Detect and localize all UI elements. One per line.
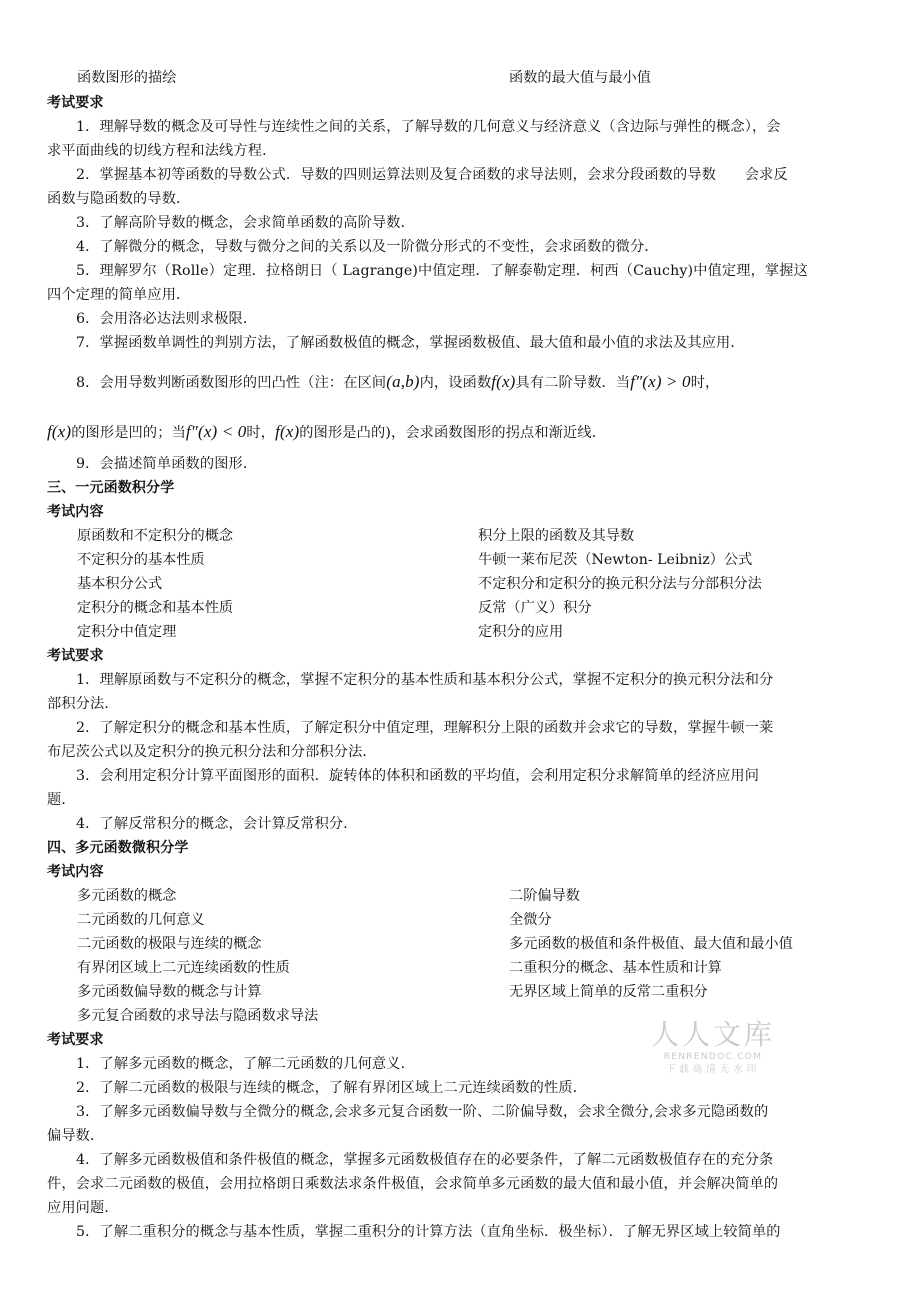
sec3-content-item: 定积分中值定理 <box>77 624 177 640</box>
section-3-req-heading: 考试要求 <box>47 648 104 664</box>
req-paragraph-line: 布尼茨公式以及定积分的换元积分法和分部积分法． <box>47 744 377 760</box>
exam-requirements-heading: 考试要求 <box>47 95 104 111</box>
sec4-content-item: 多元函数的概念 <box>77 888 177 904</box>
req-paragraph-line: 5．了解二重积分的概念与基本性质，掌握二重积分的计算方法（直角坐标．极坐标）．了解无界区域上较简单的 <box>76 1224 781 1240</box>
req-paragraph-line: 1．理解原函数与不定积分的概念，掌握不定积分的基本性质和基本积分公式，掌握不定积分的换元积分法和分 <box>76 672 774 688</box>
math-fx: f(x) <box>275 422 300 441</box>
watermark-slogan: 下载高清无水印 <box>665 1064 761 1075</box>
req-paragraph-line: 3．了解高阶导数的概念，会求简单函数的高阶导数． <box>76 215 415 231</box>
sec4-content-item: 多元复合函数的求导法与隐函数求导法 <box>77 1008 319 1024</box>
req-paragraph-line: 四个定理的简单应用． <box>47 287 191 303</box>
sec3-content-item: 积分上限的函数及其导数 <box>478 528 635 544</box>
req-paragraph-line: 1．了解多元函数的概念，了解二元函数的几何意义． <box>76 1056 415 1072</box>
section-4-req-heading: 考试要求 <box>47 1032 104 1048</box>
sec4-content-item: 有界闭区域上二元连续函数的性质 <box>77 960 290 976</box>
section-3-content-heading: 考试内容 <box>47 504 104 520</box>
section-4-content-heading: 考试内容 <box>47 864 104 880</box>
req-paragraph-line: 9．会描述简单函数的图形． <box>76 456 258 472</box>
sec4-content-item: 二阶偏导数 <box>509 888 580 904</box>
sec3-content-item: 不定积分和定积分的换元积分法与分部积分法 <box>478 576 762 592</box>
sec3-content-item: 原函数和不定积分的概念 <box>77 528 234 544</box>
sec4-content-item: 二重积分的概念、基本性质和计算 <box>509 960 722 976</box>
req-paragraph-line: 4．了解多元函数极值和条件极值的概念，掌握多元函数极值存在的必要条件，了解二元函数极值存在的充分条 <box>76 1152 774 1168</box>
req-paragraph-line: 1．理解导数的概念及可导性与连续性之间的关系，了解导数的几何意义与经济意义（含边际与弹性的概念），会 <box>76 119 781 135</box>
sec4-content-item: 二元函数的几何意义 <box>77 912 205 928</box>
req-paragraph-line: 2．掌握基本初等函数的导数公式．导数的四则运算法则及复合函数的求导法则，会求分段函数的导数 会求反 <box>76 167 788 183</box>
section-4-title: 四、多元函数微积分学 <box>47 840 189 856</box>
section-3-title: 三、一元函数积分学 <box>47 480 175 496</box>
sec4-content-item: 全微分 <box>509 912 552 928</box>
req-paragraph-line: 2．了解定积分的概念和基本性质，了解定积分中值定理，理解积分上限的函数并会求它的导数，掌握牛顿一莱 <box>76 720 774 736</box>
req-paragraph-line: 求平面曲线的切线方程和法线方程． <box>47 143 277 159</box>
sec3-content-item: 不定积分的基本性质 <box>77 552 205 568</box>
intro-left: 函数图形的描绘 <box>77 70 177 86</box>
req-paragraph-line: 题． <box>47 792 76 808</box>
req-paragraph-line: 函数与隐函数的导数． <box>47 191 191 207</box>
req-paragraph-line: 3．会利用定积分计算平面图形的面积．旋转体的体积和函数的平均值，会利用定积分求解简单的经济应用问 <box>76 768 760 784</box>
math-fx: f(x) <box>47 422 72 441</box>
req-item-8-line1: 8．会用导数判断函数图形的凹凸性（注：在区间(a,b)内，设函数f(x)具有二阶导数．当f″(x) > 0时， <box>76 372 720 391</box>
math-interval: (a,b) <box>386 372 420 391</box>
sec3-content-item: 牛顿一莱布尼茨（Newton- Leibniz）公式 <box>478 552 753 568</box>
math-second-derivative-negative: f″(x) < 0 <box>185 422 247 441</box>
math-fx: f(x) <box>491 372 516 391</box>
sec3-content-item: 定积分的概念和基本性质 <box>77 600 234 616</box>
req-paragraph-line: 部积分法． <box>47 696 119 712</box>
req-paragraph-line: 件，会求二元函数的极值，会用拉格朗日乘数法求条件极值，会求简单多元函数的最大值和最小值，并会解决简单的 <box>47 1176 779 1192</box>
req-item-8-line2: f(x)的图形是凹的；当f″(x) < 0时，f(x)的图形是凸的)，会求函数图形的拐点和渐近线． <box>47 422 607 441</box>
math-second-derivative-positive: f″(x) > 0 <box>630 372 691 391</box>
sec4-content-item: 多元函数的极值和条件极值、最大值和最小值 <box>509 936 793 952</box>
sec4-content-item: 二元函数的极限与连续的概念 <box>77 936 262 952</box>
req-paragraph-line: 2．了解二元函数的极限与连续的概念，了解有界闭区域上二元连续函数的性质． <box>76 1080 587 1096</box>
watermark-domain: RENRENDOC.COM <box>663 1052 763 1062</box>
sec4-content-item: 无界区域上简单的反常二重积分 <box>509 984 708 1000</box>
sec3-content-item: 基本积分公式 <box>77 576 163 592</box>
req-paragraph-line: 4．了解微分的概念，导数与微分之间的关系以及一阶微分形式的不变性，会求函数的微分． <box>76 239 659 255</box>
req-paragraph-line: 7．掌握函数单调性的判别方法，了解函数极值的概念，掌握函数极值、最大值和最小值的求法及其应用． <box>76 335 745 351</box>
sec3-content-item: 反常（广义）积分 <box>478 600 592 616</box>
req-paragraph-line: 应用问题． <box>47 1200 119 1216</box>
req-paragraph-line: 3．了解多元函数偏导数与全微分的概念,会求多元复合函数一阶、二阶偏导数，会求全微分,会求多元隐函数的 <box>76 1104 769 1120</box>
req-paragraph-line: 4．了解反常积分的概念，会计算反常积分． <box>76 816 358 832</box>
intro-right: 函数的最大值与最小值 <box>509 70 651 86</box>
watermark-title: 人人文库 <box>650 1018 775 1051</box>
req-paragraph-line: 6．会用洛必达法则求极限． <box>76 311 258 327</box>
req-paragraph-line: 5．理解罗尔（Rolle）定理．拉格朗日（ Lagrange)中值定理．了解泰勒定理．柯西（Cauchy)中值定理，掌握这 <box>76 263 808 279</box>
sec3-content-item: 定积分的应用 <box>478 624 564 640</box>
req-paragraph-line: 偏导数． <box>47 1128 105 1144</box>
sec4-content-item: 多元函数偏导数的概念与计算 <box>77 984 262 1000</box>
watermark-logo <box>648 1018 778 1077</box>
